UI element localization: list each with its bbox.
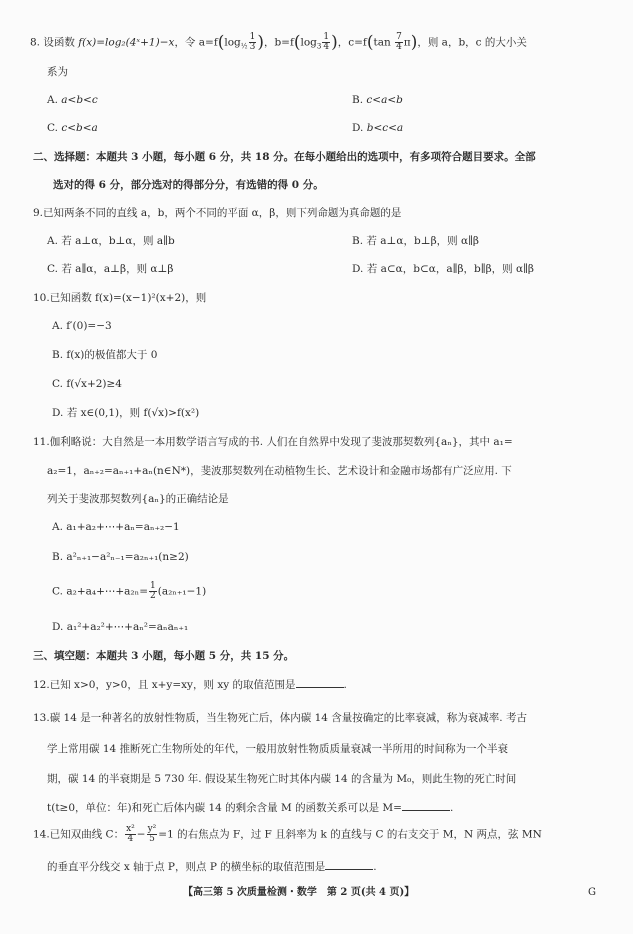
question-number: 8.	[30, 36, 41, 49]
q14-stem-line1: 14.已知双曲线 C： $\frac{\text{x²}}{4}$ − $\frac{\text{y²}}{5}$ =1 的右焦点为 F，过 F 且斜率为 k 的直线与 C 的右支交于 M，N 两点，弦 MN	[33, 824, 542, 844]
q10-option-a: A. f′(0)=−3	[52, 320, 112, 332]
q10-stem: 10.已知函数 f(x)=(x−1)²(x+2)，则	[33, 292, 207, 304]
fraction: $\frac{1}{4}$	[323, 32, 330, 52]
fraction: $\frac{1}{2}$	[150, 581, 156, 601]
q9-option-c: C. 若 a∥α，a⊥β，则 α⊥β	[47, 263, 174, 275]
q8-option-d: D. b<c<a	[352, 122, 404, 134]
q8-option-b: B. c<a<b	[352, 94, 403, 106]
q12-stem: 12.已知 x>0，y>0，且 x+y=xy，则 xy 的取值范围是 .	[33, 679, 347, 691]
q8-option-c: C. c<b<a	[47, 122, 98, 134]
q13-stem-line3: 期，碳 14 的半衰期是 5 730 年. 假设某生物死亡时其体内碳 14 的含量为 M₀，则此生物的死亡时间	[47, 773, 517, 785]
q13-stem-line1: 13.碳 14 是一种著名的放射性物质，当生物死亡后，体内碳 14 含量按确定的比率衰减，称为衰减率. 考古	[33, 712, 527, 724]
q8-stem-line2: 系为	[47, 66, 68, 78]
q8-option-a: A. a<b<c	[47, 94, 98, 106]
q9-stem: 9.已知两条不同的直线 a，b，两个不同的平面 α，β，则下列命题为真命题的是	[33, 207, 402, 219]
q8-stem-line1: 8. 设函数 f(x)=log₂(4ˣ+1)−x，令 $a=f(\log_{\frac{1}{2}}$ $\frac{1}{3}$ )，$b=f(\log_3$ $\frac{1}{4}$ )，c=f(tan $\frac{7}{4}$ π)，则 a，b，c 的大小关	[30, 32, 527, 53]
q11-stem-line2: a₂=1，aₙ₊₂=aₙ₊₁+aₙ(n∈N*)，斐波那契数列在动植物生长、艺术设计和金融市场都有广泛应用. 下	[47, 465, 512, 477]
section2-heading: 二、选择题：本题共 3 小题，每小题 6 分，共 18 分。在每小题给出的选项中，有多项符合题目要求。全部	[33, 151, 536, 163]
q13-stem-line2: 学上常用碳 14 推断死亡生物所处的年代，一般用放射性物质质量衰减一半所用的时间称为一个半衰	[47, 743, 509, 755]
q11-option-c: C. a₂+a₄+⋯+a₂ₙ= $\frac{1}{2}$ (a₂ₙ₊₁−1)	[52, 581, 207, 601]
q10-option-b: B. f(x)的极值都大于 0	[52, 349, 158, 361]
answer-blank[interactable]	[296, 677, 344, 688]
paper-code: G	[588, 887, 596, 898]
q9-option-b: B. 若 a⊥α，b⊥β，则 α∥β	[352, 235, 479, 247]
section3-heading: 三、填空题：本题共 3 小题，每小题 5 分，共 15 分。	[33, 650, 295, 662]
answer-blank[interactable]	[325, 859, 373, 870]
section2-heading-line2: 选对的得 6 分，部分选对的得部分分，有选错的得 0 分。	[53, 179, 324, 191]
q9-option-a: A. 若 a⊥α，b⊥α，则 a∥b	[47, 235, 175, 247]
fraction: $\frac{\text{x²}}{4}$	[126, 824, 135, 844]
q10-option-d: D. 若 x∈(0,1)，则 f(√x)>f(x²)	[52, 407, 200, 419]
q11-option-a: A. a₁+a₂+⋯+aₙ=aₙ₊₂−1	[52, 521, 180, 533]
q11-option-d: D. a₁²+a₂²+⋯+aₙ²=aₙaₙ₊₁	[52, 621, 189, 633]
q11-option-b: B. a²ₙ₊₁−a²ₙ₋₁=a₂ₙ₊₁(n≥2)	[52, 551, 189, 563]
q13-stem-line4: t(t≥0，单位：年)和死亡后体内碳 14 的剩余含量 M 的函数关系可以是 M= .	[47, 802, 454, 814]
fraction: $\frac{7}{4}$	[396, 32, 402, 52]
q14-stem-line2: 的垂直平分线交 x 轴于点 P，则点 P 的横坐标的取值范围是 .	[47, 861, 377, 873]
fraction: $\frac{1}{3}$	[249, 32, 256, 52]
q9-option-d: D. 若 a⊂α，b⊂α，a∥β，b∥β，则 α∥β	[352, 263, 535, 275]
fraction: $\frac{\text{y²}}{5}$	[147, 824, 157, 844]
q11-stem-line3: 列关于斐波那契数列{aₙ}的正确结论是	[47, 493, 229, 505]
page-footer: 【高三第 5 次质量检测・数学 第 2 页(共 4 页)】	[183, 887, 415, 898]
q10-option-c: C. f(√x+2)≥4	[52, 378, 122, 390]
q11-stem-line1: 11.伽利略说：大自然是一本用数学语言写成的书. 人们在自然界中发现了斐波那契数列{aₙ}，其中 a₁=	[33, 436, 513, 448]
answer-blank[interactable]	[402, 800, 450, 811]
